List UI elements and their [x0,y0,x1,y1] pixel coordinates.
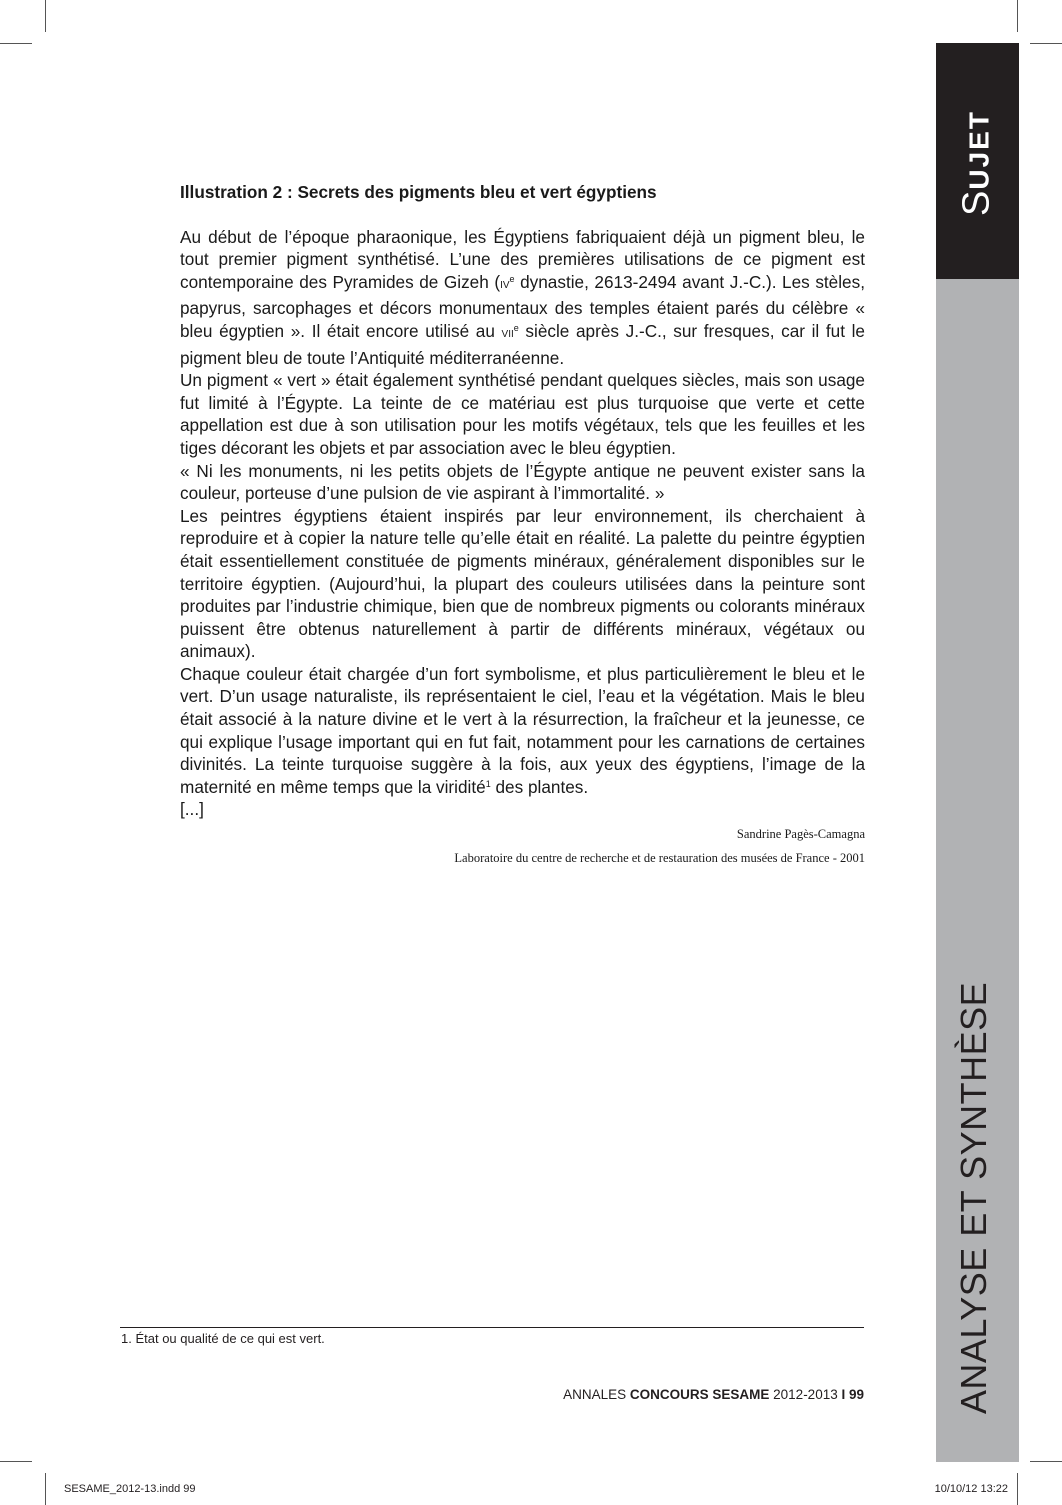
paragraph-5: Chaque couleur était chargée d’un fort symbolisme, et plus particulièrement le bleu et le vert. D’un usage naturaliste, ils représentaient le ciel, l’eau et la végétation. Mais le bleu était associé à la nature divine et le vert à la résurrection, la fraîcheur et la jeunesse, ce qui explique l’usage important qui en fut fait, notamment pour les carnations de certaines divinités. La teinte turquoise suggère à la fois, aux yeux des égyptiens, l’image de la maternité en même temps que la viridité$^1$ des plantes. [180,663,865,797]
crop-mark [1030,1461,1062,1462]
crop-mark [45,1473,46,1505]
article-title: Illustration 2 : Secrets des pigments bleu et vert égyptiens [180,182,657,202]
paragraph-2: Un pigment « vert » était également synthétisé pendant quelques siècles, mais son usage fut limité à l’Égypte. La teinte de ce matériau est plus turquoise que verte et cette appellation est due à son utilisation pour les motifs végétaux, tels que les feuilles et les tiges décorant les objets et par association avec le bleu égyptien. [180,370,865,458]
footnote-ref: 1 [485,778,491,789]
crop-mark [1017,1473,1018,1505]
crop-mark [1017,0,1018,32]
crop-mark [45,0,46,32]
footnote: 1. État ou qualité de ce qui est vert. [121,1331,325,1346]
running-footer: ANNALES CONCOURS SESAME 2012-2013 I 99 [563,1387,864,1402]
crop-mark [0,43,32,44]
ellipsis: [...] [180,799,204,820]
sidebar-section-label: ANALYSE ET SYNTHÈSE [953,981,994,1415]
credit-lab: Laboratoire du centre de recherche et de restauration des musées de France - 2001 [454,851,865,866]
article [180,181,865,866]
credit-author: Sandrine Pagès-Camagna [736,827,865,842]
footnote-rule [120,1327,864,1328]
sidebar-sujet-label: SUJET [955,110,998,216]
print-slug-datetime: 10/10/12 13:22 [934,1483,1008,1495]
paragraph-1: Au début de l’époque pharaonique, les Égyptiens fabriquaient déjà un pigment bleu, le tout premier pigment synthétisé. L’une des premières utilisations de ce pigment est contemporaine des Pyramides de Gizeh (IVe dynastie, 2613-2494 avant J.-C.). Les stèles, papyrus, sarcophages et décors monumentaux des temples étaient parés du célèbre « bleu égyptien ». Il était encore utilisé au VIIe siècle après J.-C., sur fresques, car il fut le pigment bleu de toute l’Antiquité méditerranéenne. [180,226,865,368]
paragraph-4: Les peintres égyptiens étaient inspirés par leur environnement, ils cherchaient à reproduire et à copier la nature telle qu’elle était en réalité. La palette du peintre égyptien était essentiellement constituée de pigments minéraux, généralement disponibles sur le territoire égyptien. (Aujourd’hui, la plupart des couleurs utilisées dans la peinture sont produites par l’industrie chimique, bien que de nombreux pigments ou colorants minéraux puissent être obtenus naturellement à partir de différents minéraux, végétaux ou animaux). [180,505,865,662]
crop-mark [0,1461,32,1462]
paragraph-3: « Ni les monuments, ni les petits objets de l’Égypte antique ne peuvent exister sans la couleur, porteuse d’une pulsion de vie aspirant à l’immortalité. » [180,460,865,504]
print-slug-file: SESAME_2012-13.indd 99 [64,1483,196,1495]
crop-mark [1030,43,1062,44]
